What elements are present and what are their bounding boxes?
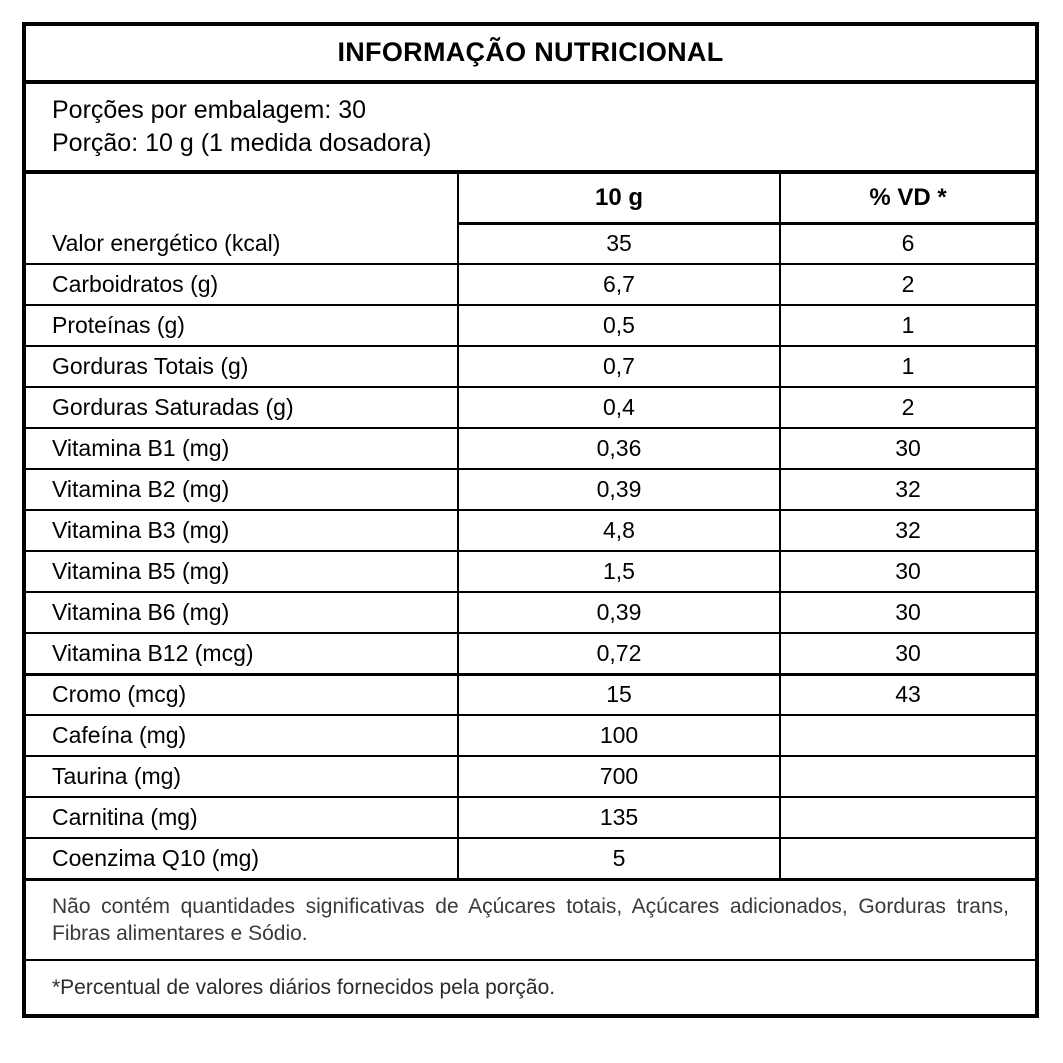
nutrient-name: Cafeína (mg)	[26, 715, 458, 756]
footnote-non-significant: Não contém quantidades significativas de Açúcares totais, Açúcares adicionados, Gorduras trans, Fibras alimentares e Sódio.	[26, 881, 1035, 962]
footnote-daily-values: *Percentual de valores diários fornecidos pela porção.	[52, 976, 556, 1000]
nutrient-daily-value: 30	[780, 633, 1035, 674]
nutrient-daily-value: 6	[780, 223, 1035, 264]
nutrient-daily-value: 32	[780, 469, 1035, 510]
nutrient-amount: 700	[458, 756, 780, 797]
table-row	[26, 469, 1035, 510]
table-row	[26, 838, 1035, 879]
nutrient-amount: 135	[458, 797, 780, 838]
table-row	[26, 674, 1035, 715]
nutrient-name: Vitamina B12 (mcg)	[26, 633, 458, 674]
nutrient-daily-value: 43	[780, 674, 1035, 715]
nutrient-name: Vitamina B2 (mg)	[26, 469, 458, 510]
nutrient-amount: 6,7	[458, 264, 780, 305]
servings-info	[26, 84, 1035, 174]
table-row	[26, 223, 1035, 264]
servings-per-package: Porções por embalagem: 30	[52, 96, 367, 124]
serving-size: Porção: 10 g (1 medida dosadora)	[52, 129, 432, 157]
nutrient-name: Gorduras Totais (g)	[26, 346, 458, 387]
column-header-row	[26, 174, 1035, 223]
nutrient-name: Vitamina B1 (mg)	[26, 428, 458, 469]
column-header-nutrient	[26, 174, 458, 223]
nutrient-daily-value	[780, 756, 1035, 797]
table-row	[26, 756, 1035, 797]
column-header-daily-value: % VD *	[780, 174, 1035, 223]
nutrient-name: Vitamina B3 (mg)	[26, 510, 458, 551]
nutrient-name: Carboidratos (g)	[26, 264, 458, 305]
nutrient-name: Proteínas (g)	[26, 305, 458, 346]
table-row	[26, 715, 1035, 756]
nutrient-daily-value: 1	[780, 346, 1035, 387]
nutrient-amount: 0,7	[458, 346, 780, 387]
nutrient-name: Coenzima Q10 (mg)	[26, 838, 458, 879]
table-row	[26, 264, 1035, 305]
nutrient-name: Valor energético (kcal)	[26, 223, 458, 264]
nutrient-daily-value: 30	[780, 551, 1035, 592]
nutrient-name: Vitamina B5 (mg)	[26, 551, 458, 592]
table-row	[26, 387, 1035, 428]
table-row	[26, 797, 1035, 838]
table-row	[26, 305, 1035, 346]
nutrient-daily-value: 30	[780, 428, 1035, 469]
nutrient-daily-value	[780, 838, 1035, 879]
nutrient-amount: 0,4	[458, 387, 780, 428]
nutrient-daily-value: 1	[780, 305, 1035, 346]
nutrient-daily-value: 2	[780, 387, 1035, 428]
nutrient-name: Vitamina B6 (mg)	[26, 592, 458, 633]
nutrient-amount: 100	[458, 715, 780, 756]
column-header-amount: 10 g	[458, 174, 780, 223]
nutrients-body	[26, 174, 1035, 879]
nutrient-amount: 0,36	[458, 428, 780, 469]
nutrient-amount: 4,8	[458, 510, 780, 551]
nutrients-grid	[26, 174, 1035, 881]
page-title: INFORMAÇÃO NUTRICIONAL	[337, 37, 724, 67]
nutrient-name: Cromo (mcg)	[26, 674, 458, 715]
table-row	[26, 551, 1035, 592]
nutrient-amount: 5	[458, 838, 780, 879]
nutrient-amount: 0,72	[458, 633, 780, 674]
nutrient-daily-value	[780, 715, 1035, 756]
nutrient-daily-value	[780, 797, 1035, 838]
nutrient-daily-value: 2	[780, 264, 1035, 305]
table-row	[26, 346, 1035, 387]
table-row	[26, 510, 1035, 551]
nutrient-amount: 0,39	[458, 469, 780, 510]
nutrient-name: Gorduras Saturadas (g)	[26, 387, 458, 428]
nutrient-daily-value: 30	[780, 592, 1035, 633]
nutrient-amount: 0,5	[458, 305, 780, 346]
nutrient-amount: 0,39	[458, 592, 780, 633]
nutrient-name: Taurina (mg)	[26, 756, 458, 797]
nutrient-amount: 15	[458, 674, 780, 715]
nutrition-facts-table	[22, 22, 1039, 1018]
table-row	[26, 428, 1035, 469]
nutrient-daily-value: 32	[780, 510, 1035, 551]
nutrient-amount: 35	[458, 223, 780, 264]
nutrient-amount: 1,5	[458, 551, 780, 592]
table-row	[26, 633, 1035, 674]
table-row	[26, 592, 1035, 633]
table-title-row	[26, 26, 1035, 84]
nutrient-name: Carnitina (mg)	[26, 797, 458, 838]
